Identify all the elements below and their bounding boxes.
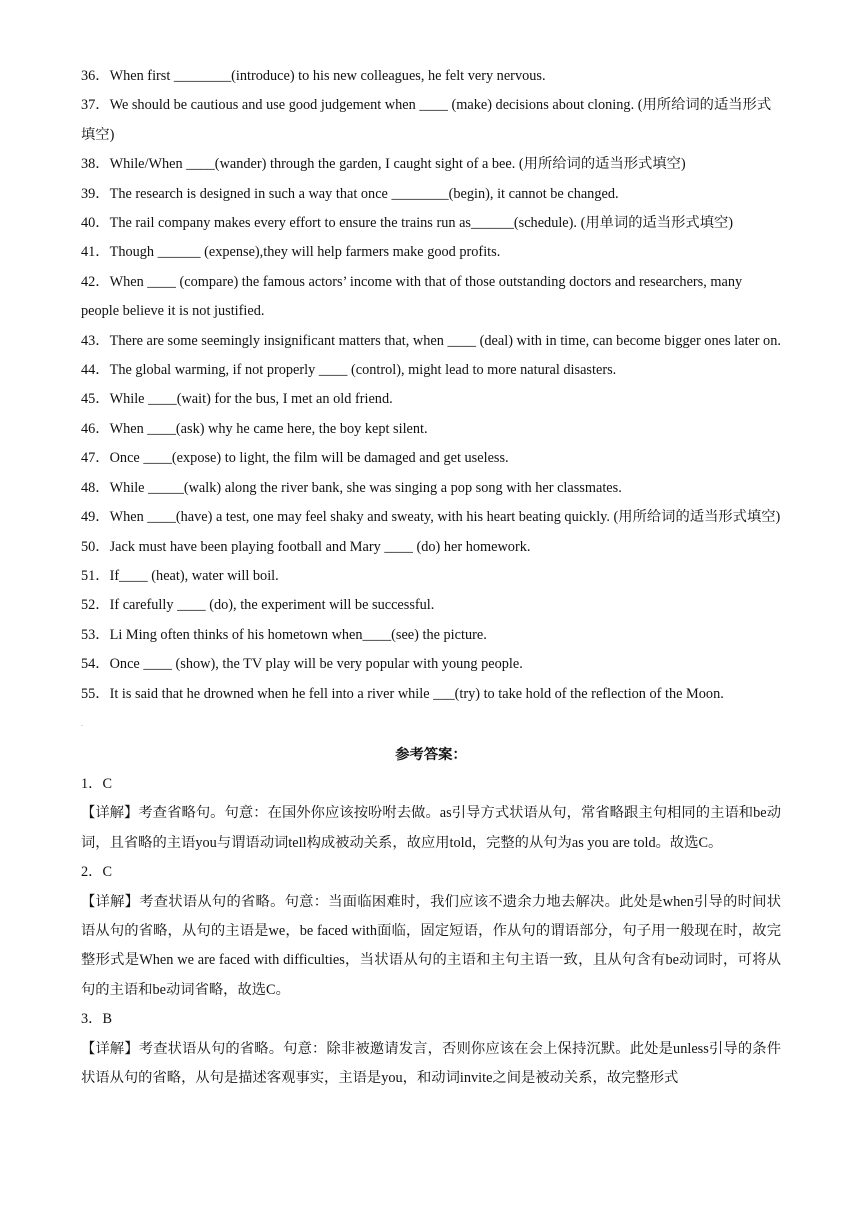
answer-label: 3．B: [81, 1011, 112, 1028]
question-text: When ____(ask) why he came here, the boy kept silent.: [109, 420, 428, 437]
question-text: When ____(have) a test, one may feel shaky and sweaty, with his heart beating quickly. (用所给词的适当形式填空): [109, 509, 781, 526]
question-number: 54．: [81, 656, 110, 673]
question-text: Jack must have been playing football and Mary ____ (do) her homework.: [109, 538, 531, 555]
question-item: [81, 62, 781, 91]
question-text: The research is designed in such a way that once ________(begin), it cannot be changed.: [109, 185, 619, 202]
question-text: If____ (heat), water will boil.: [109, 567, 279, 584]
question-number: 47．: [81, 450, 110, 467]
answer-list: [81, 770, 781, 1093]
detail-text: 考查状语从句的省略。句意：除非被邀请发言，否则你应该在会上保持沉默。此处是unless引导的条件状语从句的省略，从句是描述客观事实，主语是you，和动词invite之间是被动关系，故完整形式: [81, 1040, 781, 1086]
question-number: 49．: [81, 509, 110, 526]
question-text: We should be cautious and use good judgement when ____ (make) decisions about cloning. (用所给词的适当形式填空): [81, 97, 772, 143]
question-number: 50．: [81, 538, 110, 555]
question-list: [81, 62, 781, 709]
question-item: [81, 591, 781, 620]
question-number: 39．: [81, 185, 110, 202]
question-text: While ____(wait) for the bus, I met an old friend.: [109, 391, 393, 408]
question-text: If carefully ____ (do), the experiment will be successful.: [109, 597, 435, 614]
answer-explanation: [81, 1035, 781, 1094]
answer-explanation: [81, 799, 781, 858]
question-item: [81, 533, 781, 562]
question-text: Li Ming often thinks of his hometown when____(see) the picture.: [109, 626, 487, 643]
question-item: [81, 238, 781, 267]
question-text: While _____(walk) along the river bank, she was singing a pop song with her classmates.: [109, 479, 622, 496]
question-text: There are some seemingly insignificant matters that, when ____ (deal) with in time, can become bigger ones later on.: [109, 332, 781, 349]
question-text: When ____ (compare) the famous actors’ income with that of those outstanding doctors and researchers, many people believe it is not justified.: [81, 273, 743, 320]
question-text: Once ____(expose) to light, the film will be damaged and get useless.: [109, 450, 509, 467]
question-item: [81, 268, 781, 327]
question-number: 53．: [81, 626, 110, 643]
separator-mark: .: [81, 718, 83, 728]
document-content: [81, 62, 781, 1093]
question-item: [81, 503, 781, 532]
question-item: [81, 444, 781, 473]
question-item: [81, 150, 781, 179]
question-text: While/When ____(wander) through the garden, I caught sight of a bee. (用所给词的适当形式填空): [109, 156, 686, 173]
question-item: [81, 327, 781, 356]
question-item: [81, 385, 781, 414]
question-number: 55．: [81, 685, 110, 702]
question-item: [81, 621, 781, 650]
question-number: 52．: [81, 597, 110, 614]
question-item: [81, 680, 781, 709]
question-text: When first ________(introduce) to his new colleagues, he felt very nervous.: [109, 68, 546, 84]
question-text: Though ______ (expense),they will help farmers make good profits.: [109, 244, 501, 261]
detail-text: 考查状语从句的省略。句意：当面临困难时，我们应该不遗余力地去解决。此处是when引导的时间状语从句的省略，从句的主语是we，be faced with面临，固定短语，作从句的谓语部分，句子用一般现在时，故完整形式是When we are faced with difficulties，当状语从句的主语和主句主语一致，且从句含有be动词时，可将从句的主语和be动词省略，故选C。: [81, 893, 782, 998]
question-item: [81, 180, 781, 209]
question-number: 40．: [81, 215, 110, 232]
question-item: [81, 415, 781, 444]
answer-label: 1．C: [81, 775, 112, 792]
question-item: [81, 650, 781, 679]
question-number: 43．: [81, 332, 110, 349]
question-item: [81, 562, 781, 591]
question-item: [81, 474, 781, 503]
question-text: The rail company makes every effort to ensure the trains run as______(schedule). (用单词的适当形式填空): [109, 215, 734, 232]
question-text: The global warming, if not properly ____ (control), might lead to more natural disasters.: [109, 362, 617, 379]
answer-label: 2．C: [81, 864, 112, 881]
question-number: 48．: [81, 479, 110, 496]
question-item: [81, 91, 781, 150]
answers-heading: 参考答案：: [395, 746, 467, 763]
detail-tag: 【详解】: [81, 1040, 139, 1057]
question-number: 44．: [81, 362, 110, 379]
question-number: 37．: [81, 97, 110, 114]
question-item: [81, 356, 781, 385]
detail-tag: 【详解】: [81, 893, 140, 910]
question-number: 41．: [81, 244, 110, 261]
question-number: 46．: [81, 420, 110, 437]
question-number: 45．: [81, 391, 110, 408]
detail-tag: 【详解】: [81, 805, 139, 822]
question-item: [81, 209, 781, 238]
question-number: 51．: [81, 567, 110, 584]
detail-text: 考查省略句。句意：在国外你应该按吩咐去做。as引导方式状语从句，常省略跟主句相同的主语和be动词，且省略的主语you与谓语动词tell构成被动关系，故应用told，完整的从句为as you are told。故选C。: [81, 805, 782, 851]
question-number: 38．: [81, 156, 110, 173]
answer-explanation: [81, 888, 781, 1006]
question-number: 36．: [81, 68, 110, 84]
question-number: 42．: [81, 273, 110, 290]
question-text: Once ____ (show), the TV play will be very popular with young people.: [109, 656, 523, 673]
question-text: It is said that he drowned when he fell into a river while ___(try) to take hold of the reflection of the Moon.: [109, 685, 724, 702]
